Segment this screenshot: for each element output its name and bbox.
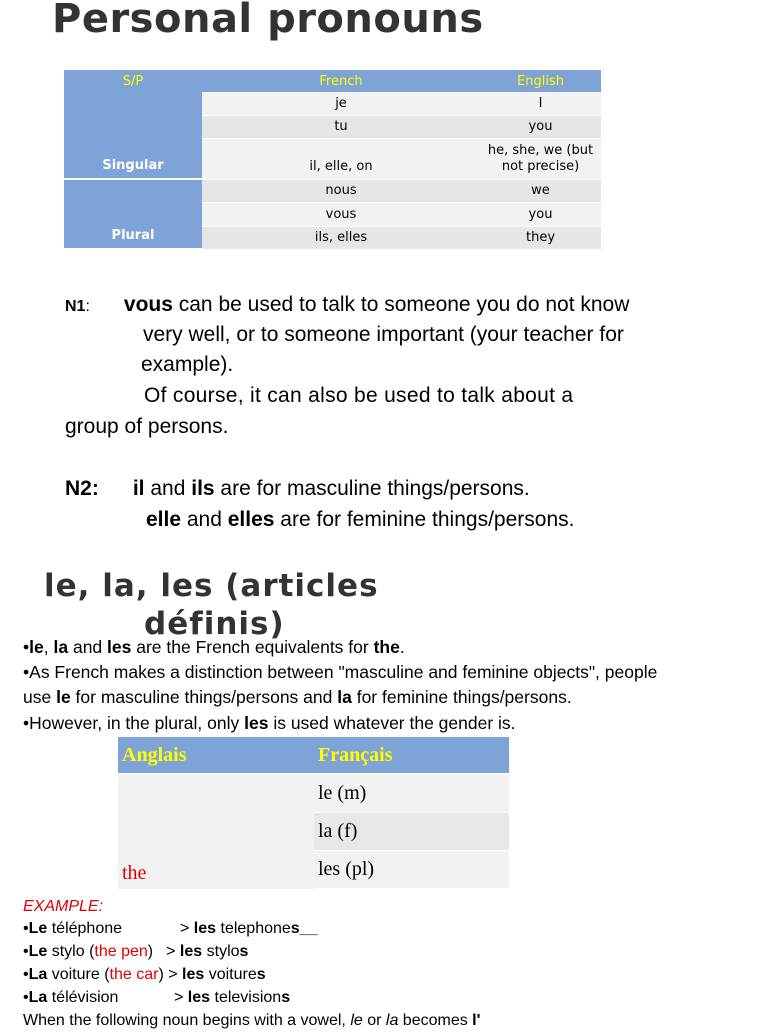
text: for feminine things/persons. (351, 687, 572, 707)
bold-word: s (239, 943, 249, 960)
text: > (180, 920, 194, 937)
bold-word: le (29, 637, 44, 657)
articles-table (118, 737, 509, 889)
italic-word: la (385, 1012, 399, 1029)
bold-word: les (244, 713, 269, 733)
header-anglais: Anglais (118, 737, 314, 774)
text: When the following noun begins with a vowel, (23, 1012, 351, 1029)
header-sp: S/P (64, 70, 202, 92)
example-item: •La voiture (the car) > les voitures (23, 966, 266, 983)
note-n1-line5: group of persons. (65, 415, 229, 438)
section-title (44, 567, 379, 643)
cell-francais: la (f) (314, 813, 509, 851)
bold-word: l' (472, 1012, 481, 1029)
table-row (118, 774, 509, 813)
table-row (64, 179, 601, 202)
cell-french: vous (202, 202, 480, 226)
text: television (210, 989, 282, 1006)
bold-word: s (281, 989, 291, 1006)
note-n2-line1 (65, 474, 530, 504)
text: is used whatever the gender is. (268, 713, 516, 733)
bold-word: La (28, 989, 48, 1006)
text: use (23, 687, 57, 707)
cell-french: il, elle, on (202, 138, 480, 179)
note-n2-line2 (146, 505, 574, 535)
text: ) > (158, 966, 183, 983)
cell-francais: les (pl) (314, 851, 509, 889)
word-elle: elle (146, 508, 182, 531)
example-note (23, 1009, 480, 1032)
text: stylo ( (47, 943, 95, 960)
text: for masculine things/persons and (70, 687, 338, 707)
cell-french: ils, elles (202, 226, 480, 249)
example-item: •La télévision > les televisions (23, 989, 291, 1006)
header-english: English (480, 70, 601, 92)
bullet-item: •le, la and les are the French equivalents for the. (23, 637, 405, 657)
text: stylo (202, 943, 240, 960)
cell-english: you (480, 115, 601, 138)
bold-word: les (179, 943, 203, 960)
text: voiture ( (47, 966, 110, 983)
bold-word: Le (28, 943, 48, 960)
cell-english: you (480, 202, 601, 226)
bullet-item: •As French makes a distinction between "masculine and feminine objects", people (23, 662, 658, 682)
cell-french: nous (202, 179, 480, 202)
word-ils: ils (191, 477, 215, 500)
text: As French makes a distinction between "masculine and feminine objects", people (29, 662, 658, 682)
note-text: are for masculine things/persons. (214, 477, 530, 500)
note-n1-label: N1 (65, 298, 86, 315)
header-french: French (202, 70, 480, 92)
bold-word: Le (28, 920, 48, 937)
text: voiture (204, 966, 257, 983)
word-elles: elles (227, 508, 275, 531)
cell-english: they (480, 226, 601, 249)
singular-label: Singular (64, 92, 202, 179)
note-n1-line2: very well, or to someone important (your teacher for (143, 323, 624, 346)
plural-label: Plural (64, 179, 202, 249)
example-heading: EXAMPLE: (23, 898, 104, 915)
text: télévision (47, 989, 119, 1006)
bold-word: les (182, 966, 205, 983)
text: > (166, 943, 180, 960)
cell-english: we (480, 179, 601, 202)
note-n1-bold: vous (123, 293, 173, 316)
text: becomes (398, 1012, 473, 1029)
text: téléphone (47, 920, 123, 937)
pronouns-table (64, 70, 601, 250)
note-n1-line1 (65, 290, 629, 322)
note-n1-colon: : (85, 298, 90, 315)
bold-word: les (107, 637, 132, 657)
table-row (64, 92, 601, 115)
example-item: •Le stylo (the pen) > les stylos (23, 943, 249, 960)
bold-word: la (337, 687, 352, 707)
italic-word: le (350, 1012, 363, 1029)
cell-french: je (202, 92, 480, 115)
cell-english (480, 138, 601, 179)
note-text: and (181, 508, 228, 531)
section-title-line1: le, la, les (articles (44, 568, 379, 604)
note-n1-line3: example). (141, 353, 234, 376)
text: are the French equivalents for (131, 637, 374, 657)
table-header-row (118, 737, 509, 774)
example-item: •Le téléphone > les telephones__ (23, 920, 318, 937)
bold-word: la (53, 637, 69, 657)
bold-word: La (28, 966, 48, 983)
text: or (362, 1012, 386, 1029)
note-n1-text: can be used to talk to someone you do not know (172, 293, 630, 316)
page-title: Personal pronouns (52, 0, 484, 42)
cell-english: I (480, 92, 601, 115)
note-n2-label: N2: (65, 477, 99, 500)
cell-anglais: the (118, 774, 314, 889)
header-francais: Français (314, 737, 509, 774)
bold-word: s (256, 966, 266, 983)
translation: the car (109, 966, 159, 983)
text: However, in the plural, only (29, 713, 245, 733)
text: . (399, 637, 405, 657)
text: , (43, 637, 54, 657)
note-text: are for feminine things/persons. (274, 508, 575, 531)
word-il: il (132, 477, 145, 500)
bold-word: s__ (290, 920, 318, 937)
bold-word: les (193, 920, 217, 937)
note-n1-line4: Of course, it can also be used to talk about a (144, 384, 574, 407)
text: > (174, 989, 188, 1006)
note-text: and (144, 477, 192, 500)
text: ) (147, 943, 154, 960)
cell-francais: le (m) (314, 774, 509, 813)
bold-word: le (56, 687, 71, 707)
bullet-continuation (23, 685, 572, 710)
cell-english-line: he, she, we (but (487, 142, 594, 158)
bold-word: les (187, 989, 211, 1006)
table-header-row (64, 70, 601, 92)
bold-word: the (373, 637, 400, 657)
translation: the pen (94, 943, 148, 960)
cell-french: tu (202, 115, 480, 138)
section-title-line2: définis) (144, 606, 285, 642)
bullet-item: •However, in the plural, only les is used whatever the gender is. (23, 713, 516, 733)
text: and (68, 637, 108, 657)
cell-english-line: not precise) (501, 158, 580, 174)
text: telephone (216, 920, 291, 937)
